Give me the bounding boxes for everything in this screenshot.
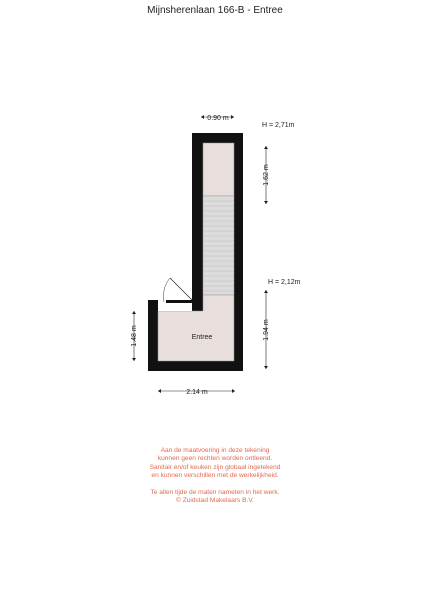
staircase bbox=[203, 196, 234, 295]
disclaimer-line: kunnen geen rechten worden ontleend. bbox=[157, 455, 273, 463]
upper-room-floor bbox=[203, 143, 234, 196]
copyright: © Zuidstad Makelaars B.V. bbox=[176, 497, 254, 505]
dim-top-width-text: 0.90 m bbox=[207, 115, 229, 122]
dim-upper-height-text: 1.62 m bbox=[263, 164, 270, 186]
door bbox=[158, 278, 192, 311]
ceiling-height-upper: H = 2,71m bbox=[262, 122, 295, 129]
dim-lower-height-text: 1.94 m bbox=[263, 319, 270, 341]
dimension-left-height bbox=[131, 311, 138, 361]
disclaimer bbox=[90, 447, 340, 505]
disclaimer-line: Te allen tijde de maten nameten in het werk. bbox=[150, 488, 280, 496]
dimension-upper-height bbox=[263, 146, 270, 204]
dim-left-height-text: 1.48 m bbox=[131, 325, 138, 347]
disclaimer-line: Sanitair en/of keuken zijn globaal ingetekend bbox=[149, 463, 281, 471]
dimension-bottom-width bbox=[158, 389, 235, 396]
disclaimer-line: Aan de maatvoering in deze tekening bbox=[160, 447, 270, 454]
ceiling-height-lower: H = 2,12m bbox=[268, 279, 301, 286]
page-title: Mijnsherenlaan 166-B - Entree bbox=[147, 5, 283, 16]
disclaimer-line: en kunnen verschillen met de werkelijkheid. bbox=[151, 472, 279, 480]
dim-bottom-width-text: 2.14 m bbox=[186, 389, 208, 396]
room-label-entree: Entree bbox=[191, 334, 213, 341]
dimension-lower-height bbox=[263, 290, 270, 369]
dimension-top-width bbox=[201, 115, 234, 122]
